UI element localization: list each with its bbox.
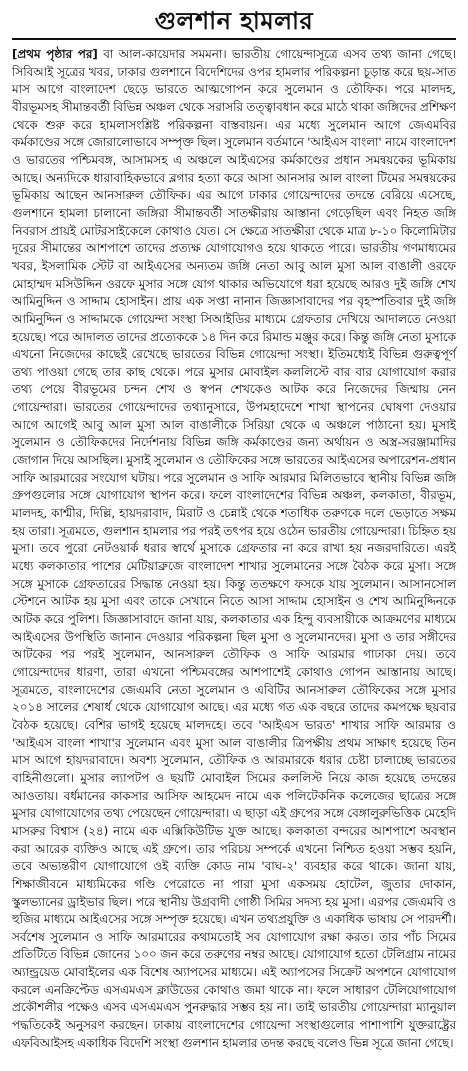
article-text: বা আল-কায়েদার সমমনা। ভারতীয় গোয়েন্দাসূত্রে এসব তথ্য জানা গেছে। সিবিআই সূত্রের খবর, ঢাকার গুলশানে বিদেশিদের ওপর হামলার পরিকল্পনা চূড়ান্ত করে ছয়-সাত মাস আগে বাংলাদেশ ছেড়ে ভারতে আত্মগোপন করে সুলেমান ও তৌফিক। পরে মালদহ, বীরভূমসহ সীমান্তবর্তী বিভিন্ন অঞ্চল থেকে সরাসরি তত্ত্বাবধান করে মাঠে থাকা জঙ্গিদের প্রশিক্ষণ থেকে শুরু করে হামলাসংশ্লিষ্ট পরিকল্পনা বাস্তবায়ন। এর মধ্যে সুলেমান আগে জেএমবির কর্মকাণ্ডের সঙ্গে জোরালোভাবে সম্পৃক্ত ছিল। সুলেমান বর্তমানে 'আইএস বাংলা' নামে বাংলাদেশ ও ভারতের পশ্চিমবঙ্গ, আসামসহ এ অঞ্চলে আইএসের কর্মকাণ্ডের প্রধান সমন্বয়কের ভূমিকায় আছে। অন্যদিকে ধারাবাহিকভাবে ব্লগার হত্যা করে আসা আনসার আল বাংলা টিমের সমন্বয়কের ভূমিকায় আছেন আনসারুল তৌফিক। এর আগে ঢাকার গোয়েন্দাদের তদন্তে বেরিয়ে এসেছে, গুলশানে হামলা চালানো জঙ্গিরা সীমান্তবর্তী সাতক্ষীরায় আস্তানা গেড়েছিল এবং নিহত জঙ্গি নিবরাস প্রায়ই মোটরসাইকেলে কোথাও যেত। সে ক্ষেত্রে সাতক্ষীরা থেকে মাত্র ৮-১০ কিলোমিটার দূরের সীমান্তের আশপাশে তাদের প্রত্যক্ষ যোগাযোগও হয়ে থাকতে পারে। ভারতীয় গণমাধ্যমের খবর, ইসলামিক স্টেট বা আইএসের অন্যতম জঙ্গি নেতা আবু আল মুসা আল বাঙালী ওরফে মোহাম্মদ মসিউদ্দিন ওরফে মুসার সঙ্গে যোগ থাকার অভিযোগে ধরা হয়েছে আরও দুই জঙ্গি শেখ আমিনুদ্দিন ও সাদ্দাম হোসাইন। প্রায় এক সপ্তা নানান জিজ্ঞাসাবাদের পর বৃহস্পতিবার দুই জঙ্গি আমিনুদ্দিন ও সাদ্দামকে গোয়েন্দা সংস্থা সিআইডির মাধ্যমে গ্রেফতার দেখিয়ে আদালতে নেওয়া হয়েছে। পরে আদালত তাদের প্রত্যেককে ১৪ দিন করে রিমান্ড মঞ্জুর করে। কিন্তু জঙ্গি নেতা মুসাকে এখনো নিজেদের কাছেই রেখেছে ভারতের বিভিন্ন গোয়েন্দা সংস্থা। ইতিমধ্যেই বিভিন্ন গুরুত্বপূর্ণ তথ্য পাওয়া গেছে তার কাছ থেকে। পরে মুসার মোবাইল কললিস্টে বার বার যোগাযোগ করার তথ্য পেয়ে বীরভূমের চন্দন শেখ ও স্বপন শেখকেও আটক করে নিজেদের জিম্মায় নেন গোয়েন্দারা। ভারতের গোয়েন্দাদের তথ্যানুসারে, উপমহাদেশে শাখা স্থাপনের ঘোষণা দেওয়ার আগে আগেই আবু আল মুসা আল বাঙালীকে সিরিয়া থেকে এ অঞ্চলে পাঠানো হয়। মুসাই সুলেমান ও তৌফিকদের নির্দেশনায় বিভিন্ন জঙ্গি কর্মকাণ্ডের জন্য অর্থায়ন ও অস্ত্র-সরঞ্জামাদির জোগান দিয়ে আসছিল। মুসাই সুলেমান ও তৌফিকের সঙ্গে ভারতের আইএসের অপারেশন-প্রধান সাফি আরমারের সংযোগ ঘটায়। পরে সুলেমান ও সাফি আরমার মিলিতভাবে স্থানীয় বিভিন্ন জঙ্গি গ্রুপগুলোর সঙ্গে যোগাযোগ স্থাপন করে। ফলে বাংলাদেশের বিভিন্ন অঞ্চল, কলকাতা, বীরভূম, মালদহ, কাশ্মীর, দিল্লি, হায়দরাবাদ, মিরাট ও চেন্নাই থেকে শতাধিক তরুণকে দলে ভেড়াতে সক্ষম হয় তারা। সূত্রমতে, গুলশান হামলার পর পরই তৎপর হয়ে ওঠেন ভারতীয় গোয়েন্দারা। চিহ্নিত হয় মুসা। তবে পুরো নেটওয়ার্ক ধরার স্বার্থে মুসাকে গ্রেফতার না করে রাখা হয় নজরদারিতে। এরই মধ্যে কলকাতার পাশের মেটিয়াব্রুজে বাংলাদেশ শাখার সুলেমানের সঙ্গে বৈঠক করে মুসা। সঙ্গে সঙ্গে মুসাকে গ্রেফতারের সিদ্ধান্ত নেওয়া হয়। কিন্তু ততক্ষণে ফসকে যায় সুলেমান। আসানসোল স্টেশনে আটক হয় মুসা এবং তাকে সেখানে নিতে আসা সাদ্দাম হোসাইন ও শেখ আমিনুদ্দিনকে আটক করে পুলিশ। জিজ্ঞাসাবাদে জানা যায়, কলকাতার এক হিন্দু ব্যবসায়ীকে আক্রমণের মাধ্যমে আইএসের উপস্থিতি জানান দেওয়ার পরিকল্পনা ছিল মুসা ও সুলেমানদের। মুসা ও তার সঙ্গীদের আটকের পর পরই সুলেমান, আনসারুল তৌফিক ও সাফি আরমার গাঢাকা দেয়। তবে গোয়েন্দাদের ধারণা, তারা এখনো পশ্চিমবঙ্গের আশপাশেই কোথাও গোপন আস্তানায় আছে। সূত্রমতে, বাংলাদেশের জেএমবি নেতা সুলেমান ও এবিটির আনসারুল তৌফিকের সঙ্গে মুসার ২০১৪ সালের শেষার্ধ থেকে যোগাযোগ আছে। এর মধ্যে গত এক বছরে তাদের কমপক্ষে ছয়বার বৈঠক হয়েছে। বেশির ভাগই হয়েছে মালদহে। তবে 'আইএস ভারত' শাখার সাফি আরমার ও 'আইএস বাংলা শাখা'র সুলেমান এবং মুসা আল বাঙালীর ত্রিপক্ষীয় প্রথম সাক্ষাৎ হয়েছে তিন মাস আগে হায়দরাবাদে। অবশ্য সুলেমান, তৌফিক ও আরমারকে ধরার চেষ্টা চালাচ্ছে ভারতের বাহিনীগুলো। মুসার ল্যাপটপ ও ছয়টি মোবাইল সিমের কললিস্ট নিয়ে কাজ হয়েছে তদন্তের আওতায়। বর্ধমানের কাকসার আসিফ আহমেদ নামে এক পলিটেকনিক কলেজের ছাত্রের সঙ্গে মুসার যোগাযোগের তথ্য পেয়েছেন গোয়েন্দারা। এ ছাড়া এই গ্রুপের সঙ্গে বেঙ্গালুরুভিত্তিক মেহেদি মাসরুর বিশ্বাস (২৪) নামে এক এক্সিকিউটিভ যুক্ত আছে। কলকাতা বন্দরের আশপাশে অবস্থান করা আরেক ব্যক্তিও আছে এই গ্রুপে। তার পরিচয় সম্পর্কে এখনো নিশ্চিত হওয়া সম্ভব হয়নি, তবে অভ্যন্তরীণ যোগাযোগে ওই ব্যক্তি কোড নাম 'বাঘ-২' ব্যবহার করে থাকে। জানা যায়, শিক্ষাজীবনে মাধ্যমিকের গণ্ডি পেরোতে না পারা মুসা একসময় হোটেল, জুতার দোকান, স্কুলভ্যানের ড্রাইভার ছিল। পরে স্থানীয় উগ্রবাদী গোষ্ঠী সিমির সদস্য হয় মুসা। এরপর জেএমবি ও হুজির মাধ্যমে আইএসের সঙ্গে সম্পৃক্ত হয়েছে। এখন তথ্যপ্রযুক্তি ও একাধিক ভাষায় সে পারদর্শী। সর্বশেষ সুলেমান ও সাফি আরমারের কথামতোই সব যোগাযোগ রক্ষা করত। তার পাঁচ সিমের প্রতিটিতে বিভিন্ন জোনের ১০০ জন করে তরুণের নম্বর আছে। যোগাযোগ হতো টেলিগ্রাম নামের অ্যান্ড্রয়েড মোবাইলের এক বিশেষ অ্যাপসের মাধ্যমে। এই অ্যাপসের সিক্রেট অপশনে যোগাযোগ করলে এনক্রিপ্টেড এসএমএস ক্লাউডের কোথাও জমা থাকে না। ফলে সাধারণ টেলিযোগাযোগ প্রকৌশলীর পক্ষেও এসব এসএমএস পুনরুদ্ধার সম্ভব হয় না। তাই ভারতীয় গোয়েন্দারা ম্যানুয়াল পদ্ধতিকেই অনুসরণ করছেন। ঢাকায় বাংলাদেশের গোয়েন্দা সংস্থাগুলোর পাশাপাশি যুক্তরাষ্ট্রের এফবিআইসহ একাধিক বিদেশি সংস্থা গুলশান হামলার তদন্ত করছে বলেও ভিন্ন সূত্রে জানা গেছে। xyxy=(12,47,457,1050)
article-body xyxy=(12,46,456,1052)
headline-bar xyxy=(12,6,456,40)
headline: গুলশান হামলার xyxy=(154,6,314,35)
continuation-kicker: [প্রথম পৃষ্ঠার পর] xyxy=(12,47,98,61)
